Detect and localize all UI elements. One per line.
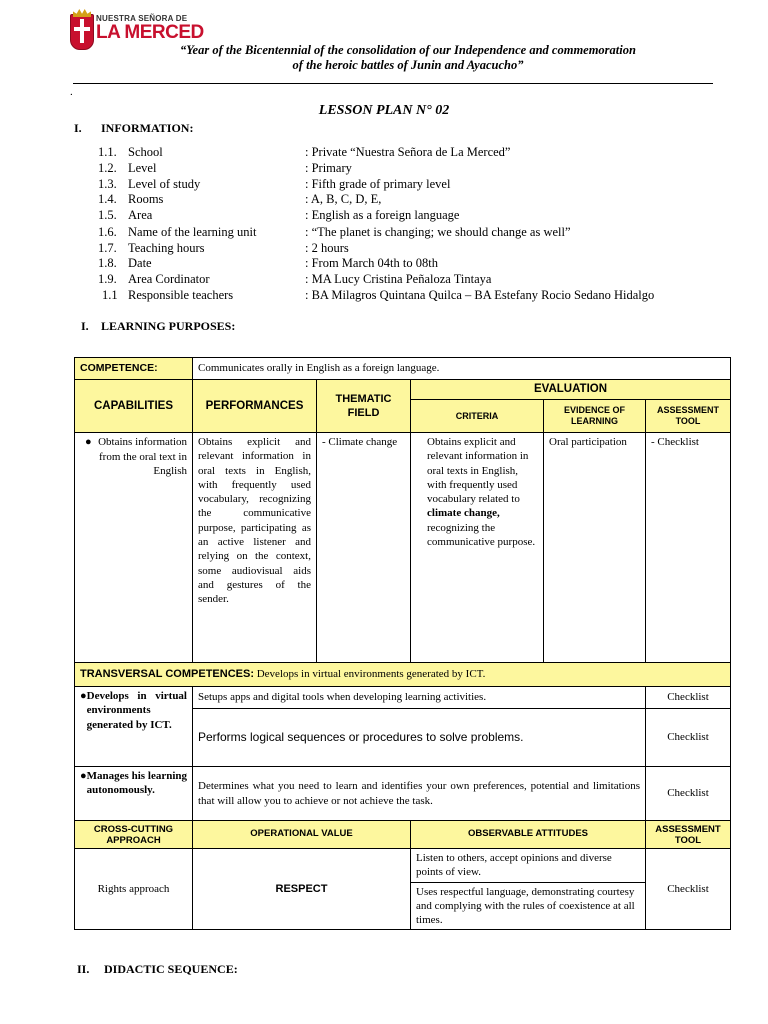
transversal-tool-3: Checklist [646, 767, 731, 821]
header-evaluation: EVALUATION [411, 380, 731, 400]
info-row: 1.6. Name of the learning unit : “The planet is changing; we should change as well” [98, 225, 571, 239]
section-info-heading: INFORMATION: [101, 121, 194, 135]
value-cell: RESPECT [193, 849, 411, 930]
transversal-tool-1: Checklist [646, 687, 731, 709]
transversal-performance-3: Determines what you need to learn and identifies your own preferences, potential and limitations that will allow you to achieve or not achieve the task. [193, 767, 646, 821]
evidence-cell: Oral participation [544, 433, 646, 663]
competence-label: COMPETENCE: [75, 358, 193, 380]
header-capabilities: CAPABILITIES [75, 380, 193, 433]
attitude-tool: Checklist [646, 849, 731, 930]
section-info-number: I. [74, 121, 82, 135]
transversal-row: TRANSVERSAL COMPETENCES: Develops in virtual environments generated by ICT. [75, 663, 731, 687]
header-divider [73, 83, 713, 84]
stray-dot: . [70, 86, 73, 98]
header-criteria: CRITERIA [411, 400, 544, 433]
criteria-cell: Obtains explicit and relevant information in oral texts in English, with frequently used vocabulary related to climate change, recognizing the communicative purpose. [411, 433, 544, 663]
logo-title: LA MERCED [96, 22, 204, 43]
year-motto: “Year of the Bicentennial of the consolidation of our Independence and commemoration of the heroic battles of Junin and Ayacucho” [180, 43, 636, 72]
header-cross-cutting: CROSS-CUTTING APPROACH [75, 821, 193, 849]
info-row: 1.2. Level : Primary [98, 161, 352, 175]
learning-purposes-table [74, 357, 731, 930]
performance-cell: Obtains explicit and relevant information in oral texts in English, with frequently used vocabulary, recognizing the communicative purpose, participating as an active listener and relying on the context, some audiovisual aids and gestures of the sender. [193, 433, 317, 663]
section-purposes-heading: LEARNING PURPOSES: [101, 319, 236, 333]
header-operational-value: OPERATIONAL VALUE [193, 821, 411, 849]
transversal-performance-2: Performs logical sequences or procedures to solve problems. [193, 709, 646, 767]
info-row: 1.1. School : Private “Nuestra Señora de La Merced” [98, 145, 511, 159]
approach-cell: Rights approach [75, 849, 193, 930]
transversal-capability-2: ● Manages his learning autonomously. [75, 767, 193, 821]
info-row: 1.3. Level of study : Fifth grade of primary level [98, 177, 451, 191]
info-row: 1.1 Responsible teachers : BA Milagros Quintana Quilca – BA Estefany Rocio Sedano Hidalgo [102, 288, 655, 302]
header-observable-attitudes: OBSERVABLE ATTITUDES [411, 821, 646, 849]
thematic-cell: - Climate change [317, 433, 411, 663]
capability-cell: ● Obtains information from the oral text in English [75, 433, 193, 663]
info-row: 1.7. Teaching hours : 2 hours [98, 241, 349, 255]
info-row: 1.4. Rooms : A, B, C, D, E, [98, 192, 382, 206]
competence-value: Communicates orally in English as a foreign language. [193, 358, 731, 380]
section-didactic-heading: DIDACTIC SEQUENCE: [104, 962, 238, 976]
attitude-1: Listen to others, accept opinions and diverse points of view. [411, 849, 646, 883]
shield-icon [70, 14, 94, 50]
info-row: 1.8. Date : From March 04th to 08th [98, 256, 438, 270]
header-thematic-field: THEMATIC FIELD [317, 380, 411, 433]
transversal-capability-1: ● Develops in virtual environments generated by ICT. [75, 687, 193, 767]
header-assessment-tool: ASSESSMENT TOOL [646, 400, 731, 433]
transversal-performance-1: Setups apps and digital tools when developing learning activities. [193, 687, 646, 709]
header-assessment-tool-2: ASSESSMENT TOOL [646, 821, 731, 849]
section-purposes-number: I. [81, 319, 89, 333]
header-evidence: EVIDENCE OF LEARNING [544, 400, 646, 433]
tool-cell: - Checklist [646, 433, 731, 663]
attitude-2: Uses respectful language, demonstrating courtesy and complying with the rules of coexistence at all times. [411, 882, 646, 930]
lesson-title: LESSON PLAN N° 02 [318, 103, 450, 118]
transversal-tool-2: Checklist [646, 709, 731, 767]
header-performances: PERFORMANCES [193, 380, 317, 433]
section-didactic-number: II. [77, 962, 90, 976]
info-row: 1.9. Area Cordinator : MA Lucy Cristina Peñaloza Tintaya [98, 272, 492, 286]
logo-subtitle: NUESTRA SEÑORA DE [96, 14, 188, 23]
info-row: 1.5. Area : English as a foreign language [98, 208, 460, 222]
